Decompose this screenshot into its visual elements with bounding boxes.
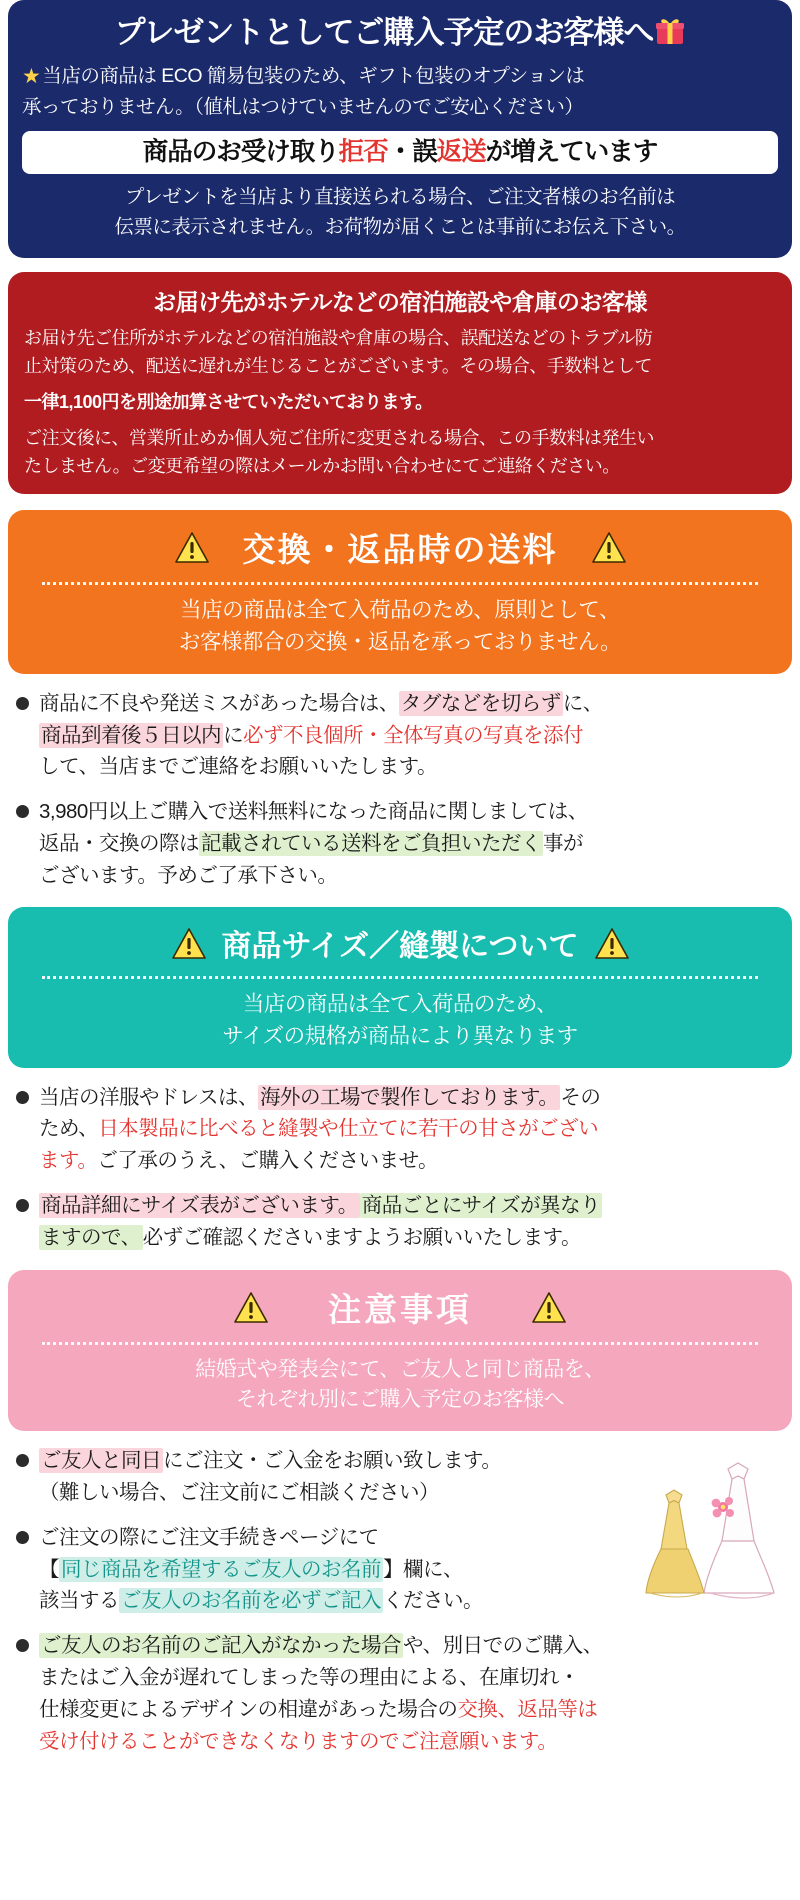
warning-triangle-icon <box>175 532 209 563</box>
gift-foot-line1: プレゼントを当店より直接送られる場合、ご注文者様のお名前は <box>124 186 676 209</box>
return-subtext <box>18 595 782 657</box>
rb2-l3: ございます。予めご了承下さい。 <box>39 863 338 887</box>
sb1-l1-highlight: 海外の工場で製作しております。 <box>259 1085 559 1109</box>
refusal-post: が増えています <box>485 137 658 166</box>
cb1-l2: （難しい場合、ご注文前にご相談ください） <box>39 1481 439 1505</box>
return-bullet-2-text <box>39 796 784 891</box>
cb2-l2b: 】欄に、 <box>383 1557 463 1581</box>
hotel-p3-line1: ご注文後に、営業所止めか個人宛ご住所に変更される場合、この手数料は発生い <box>24 427 654 448</box>
gift-section-title <box>22 10 778 60</box>
divider-dotted <box>42 1342 758 1345</box>
gift-lead-line1: 当店の商品は ECO 簡易包装のため、ギフト包装のオプションは <box>42 65 585 88</box>
caution-body <box>0 1445 800 1788</box>
cb3-l3-red: 交換、返品等は <box>457 1697 598 1721</box>
sb1-l2a: ため、 <box>39 1117 99 1141</box>
gift-lead <box>22 62 778 121</box>
size-bullet-1-text <box>39 1082 784 1177</box>
warning-triangle-icon <box>234 1292 268 1323</box>
size-bullet-list <box>16 1082 784 1254</box>
bullet-dot-icon <box>16 1199 29 1212</box>
list-item <box>16 796 784 891</box>
return-bullet-1-text <box>39 688 784 783</box>
rb1-l1a: 商品に不良や発送ミスがあった場合は、 <box>39 691 399 715</box>
caution-bullet-3-text <box>39 1630 784 1757</box>
cb1-l1b: にご注文・ご入金をお願い致します。 <box>163 1449 502 1473</box>
gift-icon <box>655 16 685 54</box>
rb2-l2a: 返品・交換の際は <box>39 831 199 855</box>
sb1-l3b: ご了承のうえ、ご購入くださいませ。 <box>97 1149 438 1173</box>
gift-foot-line2: 伝票に表示されません。お荷物が届くことは事前にお伝え下さい。 <box>114 215 686 238</box>
rb1-l2a: に <box>223 723 243 747</box>
sb1-l1b: その <box>560 1085 601 1109</box>
caution-section-title: 注意事項 <box>328 1290 472 1328</box>
bullet-dot-icon <box>16 1454 29 1467</box>
size-header-row <box>18 921 782 965</box>
hotel-delivery-section <box>8 272 792 494</box>
return-sub-line2: お客様都合の交換・返品を承っておりません。 <box>178 629 622 654</box>
size-subtext <box>18 989 782 1051</box>
list-item <box>16 1522 784 1617</box>
hotel-paragraph-3 <box>24 425 776 481</box>
refusal-em2: 返送 <box>436 137 486 166</box>
hotel-p1-line1: お届け先ご住所がホテルなどの宿泊施設や倉庫の場合、誤配送などのトラブル防 <box>24 327 653 348</box>
gift-section-title-text: プレゼントとしてご購入予定のお客様へ <box>114 15 654 50</box>
list-item <box>16 1630 784 1757</box>
rb1-l2-red1: 必ず不良個所 <box>243 723 363 747</box>
rb2-l1: 3,980円以上ご購入で送料無料になった商品に関しましては、 <box>39 800 588 824</box>
size-sub-line1: 当店の商品は全て入荷品のため、 <box>242 992 558 1017</box>
hotel-p1-line2: 止対策のため、配送に遅れが生じることがございます。その場合、手数料として <box>24 355 652 376</box>
bullet-dot-icon <box>16 805 29 818</box>
sb2-l1-highlight1: 商品詳細にサイズ表がございます。 <box>41 1194 358 1218</box>
hotel-fee-line: 一律1,100円を別途加算させていただいております。 <box>24 391 433 412</box>
hotel-paragraph-1 <box>24 325 776 381</box>
warning-triangle-icon <box>595 928 629 959</box>
rb1-l1b: に、 <box>562 691 603 715</box>
caution-section-header <box>8 1270 792 1432</box>
cb2-l3-highlight: ご友人のお名前を必ずご記入 <box>121 1589 381 1613</box>
size-sub-line2: サイズの規格が商品により異なります <box>222 1023 578 1048</box>
list-item <box>16 688 784 783</box>
rb1-l3: して、当店までご連絡をお願いいたします。 <box>39 755 437 779</box>
rb1-l2-highlight: 商品到着後５日以内 <box>41 723 221 747</box>
rb1-l2-red2: 全体写真の写真を添付 <box>383 723 583 747</box>
rb2-l2-highlight: 記載されている送料をご負担いただく <box>201 831 541 855</box>
warning-triangle-icon <box>532 1292 566 1323</box>
caution-subtext <box>18 1355 782 1416</box>
cb2-l3a: 該当する <box>39 1589 119 1613</box>
size-section-header <box>8 907 792 1067</box>
cb3-l3a: 仕様変更によるデザインの相違があった場合の <box>39 1697 458 1721</box>
rb1-l2-mid: ・ <box>363 723 383 747</box>
warning-triangle-icon <box>172 928 206 959</box>
cb1-l1-highlight: ご友人と同日 <box>41 1449 161 1473</box>
sb1-l1a: 当店の洋服やドレスは、 <box>39 1085 258 1109</box>
cb3-l1b: や、別日でのご購入、 <box>403 1634 603 1658</box>
star-icon: ★ <box>22 65 41 89</box>
bullet-dot-icon <box>16 697 29 710</box>
refusal-em1: 拒否 <box>338 137 388 166</box>
return-bullet-list <box>16 688 784 892</box>
caution-bullet-list <box>16 1445 784 1788</box>
gift-lead-line2: 承っておりません。（値札はつけていませんのでご安心ください） <box>22 95 584 118</box>
return-section-title: 交換・返品時の送料 <box>242 531 558 569</box>
caution-sub-line1: 結婚式や発表会にて、ご友人と同じ商品を、 <box>195 1357 605 1381</box>
cb2-l2a: 【 <box>39 1557 59 1581</box>
size-bullet-2-text <box>39 1190 784 1254</box>
caution-bullet-1-text <box>39 1445 784 1509</box>
return-sub-line1: 当店の商品は全て入荷品のため、原則として、 <box>180 598 620 623</box>
hotel-section-title: お届け先がホテルなどの宿泊施設や倉庫のお客様 <box>153 288 647 315</box>
gift-section <box>8 0 792 258</box>
cb3-l2: またはご入金が遅れてしまった等の理由による、在庫切れ・ <box>39 1666 579 1690</box>
warning-triangle-icon <box>592 532 626 563</box>
cb3-l1-highlight: ご友人のお名前のご記入がなかった場合 <box>41 1634 401 1658</box>
divider-dotted <box>42 582 758 585</box>
bullet-dot-icon <box>16 1531 29 1544</box>
list-item <box>16 1445 784 1509</box>
bullet-dot-icon <box>16 1091 29 1104</box>
gift-foot-note <box>22 183 778 242</box>
bullet-dot-icon <box>16 1639 29 1652</box>
refusal-warning-bar <box>22 131 778 175</box>
caution-sub-line2: それぞれ別にご購入予定のお客様へ <box>236 1387 564 1411</box>
refusal-mid: ・誤 <box>387 137 437 166</box>
sb1-l3-red: ます。 <box>39 1149 98 1173</box>
divider-dotted <box>42 976 758 979</box>
cb2-l2-highlight: 同じ商品を希望するご友人のお名前 <box>61 1557 381 1581</box>
caution-header-row <box>18 1284 782 1331</box>
return-header-row <box>18 524 782 571</box>
cb3-l4-red: 受け付けることができなくなりますのでご注意願います。 <box>39 1729 558 1753</box>
cb2-l1: ご注文の際にご注文手続きページにて <box>39 1525 379 1549</box>
return-shipping-header <box>8 510 792 673</box>
sb2-l1-highlight2: 商品ごとにサイズが異なり <box>361 1194 601 1218</box>
hotel-p3-line2: たしません。ご変更希望の際はメールかお問い合わせにてご連絡ください。 <box>24 455 620 476</box>
sb2-l2b: 必ずご確認くださいますようお願いいたします。 <box>142 1225 581 1249</box>
rb2-l2b: 事が <box>543 831 583 855</box>
cb2-l3b: ください。 <box>383 1589 483 1613</box>
sb1-l2-red: 日本製品に比べると縫製や仕立てに若干の甘さがござい <box>98 1117 599 1141</box>
size-section-title: 商品サイズ／縫製について <box>221 930 579 964</box>
list-item <box>16 1082 784 1177</box>
caution-bullet-2-text <box>39 1522 784 1617</box>
sb2-l2-highlight: ますので、 <box>41 1225 141 1249</box>
rb1-l1-highlight: タグなどを切らず <box>400 691 561 715</box>
list-item <box>16 1190 784 1254</box>
refusal-pre: 商品のお受け取り <box>142 137 339 166</box>
